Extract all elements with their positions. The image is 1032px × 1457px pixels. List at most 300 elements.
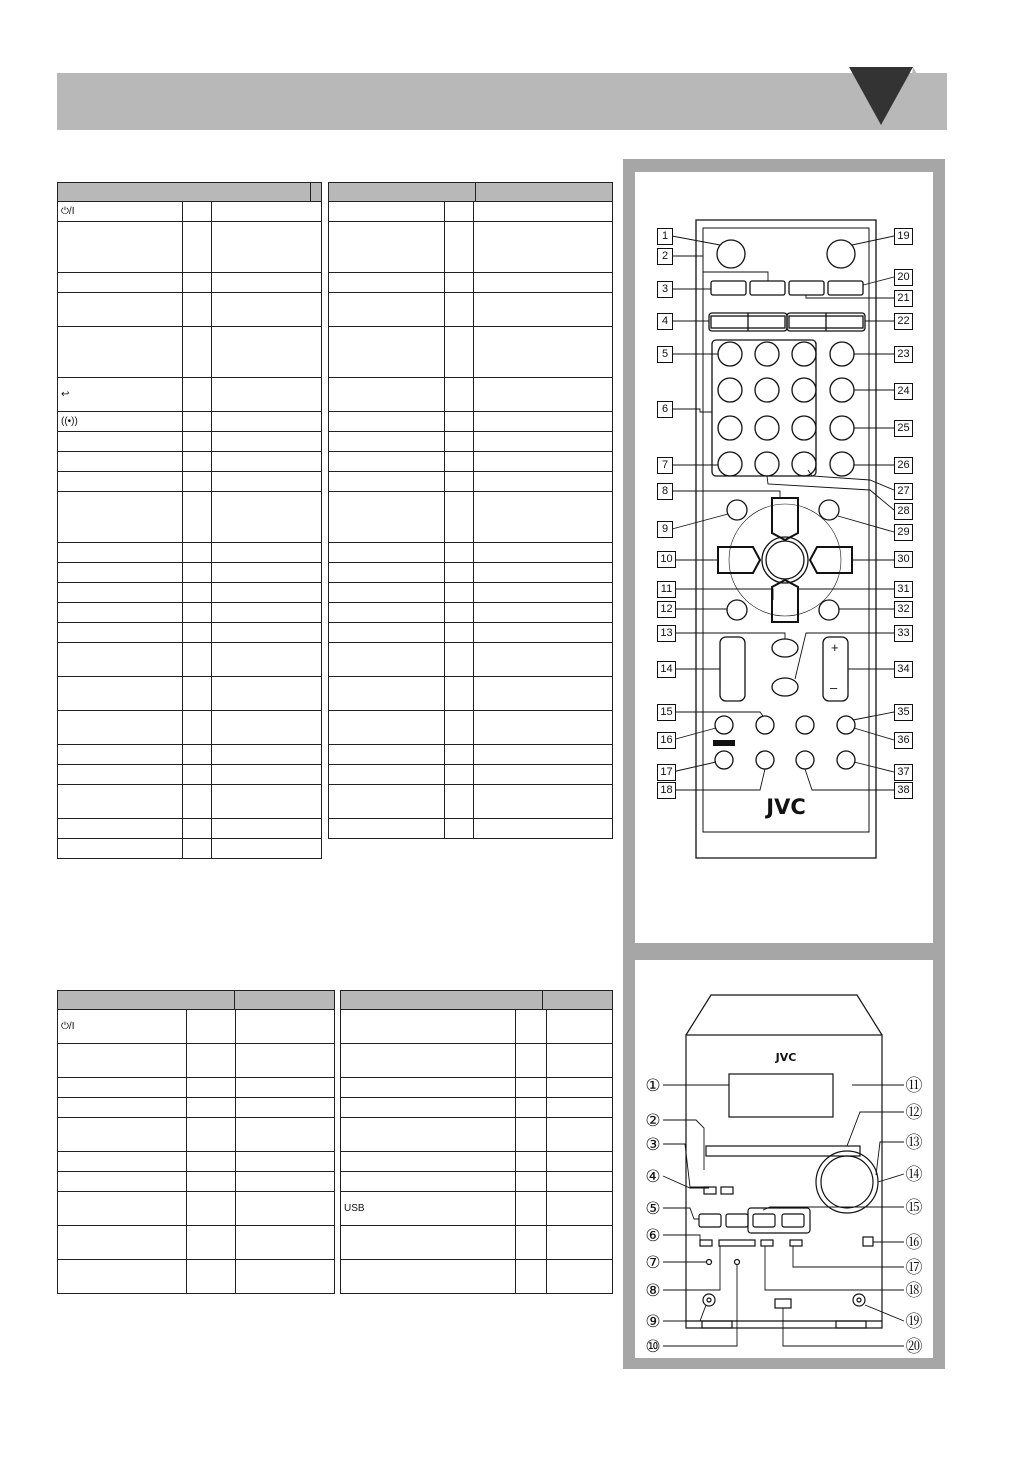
table-row <box>58 1172 335 1192</box>
table-cell <box>516 1044 547 1078</box>
table-row <box>329 603 613 623</box>
table-cell <box>58 745 183 765</box>
remote-callout-4: 4 <box>657 313 673 330</box>
table-cell <box>212 222 322 273</box>
table-cell <box>58 563 183 583</box>
remote-callout-27: 27 <box>894 483 913 500</box>
table-cell <box>547 1226 613 1260</box>
remote-controller-illustration <box>635 172 933 943</box>
table-row <box>329 327 613 378</box>
table-cell <box>474 327 613 378</box>
remote-callout-18: 18 <box>657 782 676 799</box>
table-cell <box>474 765 613 785</box>
remote-callout-7: 7 <box>657 457 673 474</box>
table-row <box>58 785 322 819</box>
remote-callout-11: 11 <box>657 581 676 598</box>
table-cell <box>329 677 445 711</box>
table-cell <box>183 202 212 222</box>
table-cell <box>445 293 474 327</box>
table-cell <box>329 432 445 452</box>
table-cell <box>183 432 212 452</box>
table-row <box>341 1098 613 1118</box>
remote-callout-1: 1 <box>657 228 673 245</box>
table-cell <box>445 327 474 378</box>
table-cell <box>212 543 322 563</box>
table-cell <box>474 543 613 563</box>
table-cell <box>329 472 445 492</box>
table-cell <box>474 677 613 711</box>
remote-callout-20: 20 <box>894 269 913 286</box>
remote-callout-14: 14 <box>657 661 676 678</box>
unit-callout-16: ⑯ <box>905 1233 923 1253</box>
table-cell <box>58 1152 187 1172</box>
table-row <box>58 677 322 711</box>
table-row <box>329 412 613 432</box>
table-cell <box>58 1078 187 1098</box>
table-cell <box>183 785 212 819</box>
table-cell <box>547 1098 613 1118</box>
remote-callout-3: 3 <box>657 281 673 298</box>
table-row <box>58 1098 335 1118</box>
remote-callout-21: 21 <box>894 290 913 307</box>
table-row <box>329 432 613 452</box>
table-cell <box>236 1172 335 1192</box>
unit-callout-11: ⑪ <box>905 1076 923 1096</box>
table-cell <box>212 452 322 472</box>
table-cell <box>212 327 322 378</box>
table-cell <box>547 1260 613 1294</box>
table-cell <box>58 472 183 492</box>
table-cell <box>212 711 322 745</box>
remote-callout-12: 12 <box>657 601 676 618</box>
table-cell <box>474 293 613 327</box>
table-cell <box>236 1044 335 1078</box>
remote-callout-24: 24 <box>894 383 913 400</box>
table-cell <box>329 711 445 745</box>
table-row <box>329 745 613 765</box>
remote-callout-37: 37 <box>894 764 913 781</box>
remote-callout-17: 17 <box>657 764 676 781</box>
table-cell <box>187 1078 236 1098</box>
table-cell <box>445 378 474 412</box>
remote-callout-19: 19 <box>894 228 913 245</box>
remote-callout-25: 25 <box>894 420 913 437</box>
table-cell <box>183 543 212 563</box>
unit-callout-18: ⑱ <box>905 1281 923 1301</box>
remote-callout-26: 26 <box>894 457 913 474</box>
table-row <box>58 327 322 378</box>
remote-callout-15: 15 <box>657 704 676 721</box>
table-cell <box>329 603 445 623</box>
table-row <box>58 543 322 563</box>
table-row <box>329 472 613 492</box>
table-cell <box>187 1098 236 1118</box>
table-row <box>341 1152 613 1172</box>
table-cell <box>516 1226 547 1260</box>
table-cell <box>212 643 322 677</box>
table-cell: ↩ <box>58 378 183 412</box>
table-cell <box>474 452 613 472</box>
remote-callout-16: 16 <box>657 732 676 749</box>
table-row <box>58 711 322 745</box>
table-cell <box>445 785 474 819</box>
table-cell <box>445 273 474 293</box>
table-cell <box>474 563 613 583</box>
table-cell <box>212 583 322 603</box>
table-cell <box>516 1118 547 1152</box>
table-cell <box>58 765 183 785</box>
table-row <box>341 1226 613 1260</box>
remote-callout-28: 28 <box>894 503 913 520</box>
unit-table-left <box>57 990 335 1010</box>
table-row <box>58 492 322 543</box>
section-header-band <box>57 73 947 130</box>
table-row <box>58 412 322 432</box>
table-row <box>329 293 613 327</box>
table-row <box>329 677 613 711</box>
table-cell <box>445 202 474 222</box>
table-cell <box>58 785 183 819</box>
table-cell <box>474 222 613 273</box>
table-cell <box>183 472 212 492</box>
table-cell <box>329 745 445 765</box>
table-cell <box>445 745 474 765</box>
remote-callout-30: 30 <box>894 551 913 568</box>
unit-callout-15: ⑮ <box>905 1198 923 1218</box>
table-cell <box>183 603 212 623</box>
table-cell <box>58 677 183 711</box>
table-cell <box>445 412 474 432</box>
table-cell <box>236 1098 335 1118</box>
table-row <box>58 1010 335 1044</box>
table-cell <box>329 643 445 677</box>
unit-table-left-body <box>57 1009 335 1294</box>
table-cell <box>212 623 322 643</box>
table-cell <box>445 765 474 785</box>
table-cell <box>183 745 212 765</box>
table-cell <box>474 492 613 543</box>
table-cell <box>516 1152 547 1172</box>
table-cell <box>516 1192 547 1226</box>
table-row <box>329 378 613 412</box>
table-row <box>58 273 322 293</box>
table-row <box>329 273 613 293</box>
table-row <box>341 1118 613 1152</box>
table-cell <box>341 1152 516 1172</box>
table-cell <box>58 452 183 472</box>
table-cell <box>212 202 322 222</box>
table-cell <box>58 711 183 745</box>
table-cell <box>445 711 474 745</box>
table-cell <box>58 603 183 623</box>
table-cell <box>212 603 322 623</box>
table-row <box>58 603 322 623</box>
table-cell <box>212 765 322 785</box>
table-row <box>58 1044 335 1078</box>
table-cell <box>58 819 183 839</box>
table-cell <box>474 745 613 765</box>
table-cell <box>547 1078 613 1098</box>
table-row <box>329 222 613 273</box>
remote-callout-23: 23 <box>894 346 913 363</box>
table-cell <box>445 222 474 273</box>
table-cell <box>445 643 474 677</box>
table-cell: ⏻/I <box>58 202 183 222</box>
table-cell <box>474 202 613 222</box>
table-row <box>58 583 322 603</box>
table-row <box>329 623 613 643</box>
table-cell <box>183 378 212 412</box>
remote-callout-10: 10 <box>657 551 676 568</box>
table-cell <box>183 623 212 643</box>
table-cell <box>474 472 613 492</box>
table-cell <box>474 273 613 293</box>
remote-callout-38: 38 <box>894 782 913 799</box>
remote-table-right-body <box>328 201 613 839</box>
remote-callout-32: 32 <box>894 601 913 618</box>
table-cell <box>516 1098 547 1118</box>
table-cell: ((•)) <box>58 412 183 432</box>
unit-callout-19: ⑲ <box>905 1312 923 1332</box>
remote-callout-29: 29 <box>894 524 913 541</box>
table-cell <box>58 1192 187 1226</box>
table-cell <box>58 273 183 293</box>
unit-callout-13: ⑬ <box>905 1133 923 1153</box>
table-cell <box>212 432 322 452</box>
table-cell <box>183 583 212 603</box>
table-cell <box>58 327 183 378</box>
table-cell <box>183 222 212 273</box>
table-row <box>329 202 613 222</box>
table-row <box>58 293 322 327</box>
table-cell <box>58 293 183 327</box>
table-cell <box>445 452 474 472</box>
table-row <box>341 1260 613 1294</box>
table-row <box>58 222 322 273</box>
remote-table-left-body <box>57 201 322 859</box>
remote-table-right <box>328 182 613 202</box>
table-row <box>341 1192 613 1226</box>
table-row <box>58 643 322 677</box>
table-cell <box>187 1044 236 1078</box>
table-cell <box>341 1010 516 1044</box>
table-row <box>58 1192 335 1226</box>
unit-brand-logo: JVC <box>775 1051 797 1064</box>
table-cell <box>547 1192 613 1226</box>
table-cell <box>58 839 183 859</box>
table-cell <box>183 677 212 711</box>
table-cell <box>183 765 212 785</box>
remote-callout-31: 31 <box>894 581 913 598</box>
remote-callout-6: 6 <box>657 401 673 418</box>
table-cell <box>187 1010 236 1044</box>
table-cell <box>341 1172 516 1192</box>
remote-callout-36: 36 <box>894 732 913 749</box>
table-row <box>58 472 322 492</box>
unit-callout-9: ⑨ <box>645 1312 661 1332</box>
table-row <box>58 623 322 643</box>
table-cell <box>474 785 613 819</box>
table-cell <box>445 543 474 563</box>
table-cell <box>341 1044 516 1078</box>
main-unit-illustration <box>635 960 933 1358</box>
remote-callout-2: 2 <box>657 248 673 265</box>
table-cell <box>236 1118 335 1152</box>
table-cell <box>341 1098 516 1118</box>
table-cell <box>341 1078 516 1098</box>
table-row <box>58 765 322 785</box>
table-row <box>329 452 613 472</box>
table-row <box>341 1172 613 1192</box>
table-cell <box>183 711 212 745</box>
table-cell <box>58 432 183 452</box>
table-cell <box>474 623 613 643</box>
table-cell <box>183 412 212 432</box>
table-row <box>329 819 613 839</box>
table-cell <box>329 412 445 432</box>
table-cell: ⏻/I <box>58 1010 187 1044</box>
table-row <box>58 378 322 412</box>
table-cell <box>183 492 212 543</box>
unit-callout-17: ⑰ <box>905 1258 923 1278</box>
table-cell <box>187 1172 236 1192</box>
table-row <box>329 765 613 785</box>
remote-callout-8: 8 <box>657 483 673 500</box>
table-cell <box>212 412 322 432</box>
table-cell <box>445 492 474 543</box>
table-cell <box>474 819 613 839</box>
remote-callout-5: 5 <box>657 346 673 363</box>
table-cell <box>516 1010 547 1044</box>
table-cell <box>212 563 322 583</box>
table-cell <box>187 1226 236 1260</box>
table-row <box>329 643 613 677</box>
remote-callout-35: 35 <box>894 704 913 721</box>
table-cell <box>183 327 212 378</box>
table-row <box>58 1260 335 1294</box>
table-cell <box>329 327 445 378</box>
table-cell <box>445 583 474 603</box>
unit-callout-20: ⑳ <box>905 1337 923 1357</box>
table-cell <box>329 222 445 273</box>
table-row <box>341 1078 613 1098</box>
table-row <box>58 202 322 222</box>
table-cell <box>516 1078 547 1098</box>
table-row <box>58 1226 335 1260</box>
table-row <box>329 563 613 583</box>
unit-callout-3: ③ <box>645 1135 661 1155</box>
table-cell <box>445 677 474 711</box>
table-cell <box>58 643 183 677</box>
table-cell <box>212 472 322 492</box>
table-cell <box>329 378 445 412</box>
table-cell <box>474 432 613 452</box>
table-cell <box>187 1192 236 1226</box>
table-cell <box>236 1260 335 1294</box>
table-cell <box>329 452 445 472</box>
table-cell <box>474 583 613 603</box>
unit-callout-14: ⑭ <box>905 1165 923 1185</box>
table-cell <box>187 1152 236 1172</box>
table-cell <box>547 1152 613 1172</box>
table-cell <box>329 765 445 785</box>
remote-callout-13: 13 <box>657 625 676 642</box>
unit-table-right <box>340 990 613 1010</box>
table-cell <box>212 492 322 543</box>
table-cell <box>212 839 322 859</box>
table-cell <box>329 492 445 543</box>
table-cell <box>329 202 445 222</box>
table-cell <box>329 623 445 643</box>
table-cell <box>58 1118 187 1152</box>
table-row <box>58 839 322 859</box>
table-cell <box>445 563 474 583</box>
table-row <box>58 745 322 765</box>
table-cell <box>329 785 445 819</box>
unit-callout-8: ⑧ <box>645 1281 661 1301</box>
unit-callout-12: ⑫ <box>905 1103 923 1123</box>
unit-table-right-body <box>340 1009 613 1294</box>
remote-table-left <box>57 182 322 202</box>
table-cell <box>58 543 183 563</box>
unit-callout-2: ② <box>645 1111 661 1131</box>
table-cell <box>445 603 474 623</box>
remote-callout-9: 9 <box>657 521 673 538</box>
down-arrow-icon <box>845 67 945 133</box>
table-cell <box>212 293 322 327</box>
table-cell <box>547 1172 613 1192</box>
table-cell <box>516 1172 547 1192</box>
table-cell <box>212 273 322 293</box>
table-row <box>329 543 613 563</box>
table-cell <box>183 273 212 293</box>
unit-callout-10: ⑩ <box>645 1337 661 1357</box>
table-cell <box>187 1260 236 1294</box>
table-cell <box>474 711 613 745</box>
table-cell <box>445 819 474 839</box>
table-cell <box>329 273 445 293</box>
unit-callout-5: ⑤ <box>645 1199 661 1219</box>
table-row <box>341 1010 613 1044</box>
table-cell <box>329 293 445 327</box>
table-cell <box>58 583 183 603</box>
remote-callout-34: 34 <box>894 661 913 678</box>
table-cell <box>183 643 212 677</box>
table-row <box>58 1118 335 1152</box>
table-row <box>58 1152 335 1172</box>
table-cell <box>329 543 445 563</box>
table-cell <box>474 603 613 623</box>
table-cell <box>58 1172 187 1192</box>
remote-callout-22: 22 <box>894 313 913 330</box>
unit-callout-1: ① <box>645 1076 661 1096</box>
table-cell <box>58 1098 187 1118</box>
table-cell <box>212 745 322 765</box>
table-row <box>58 1078 335 1098</box>
table-row <box>58 819 322 839</box>
table-cell <box>183 293 212 327</box>
table-cell <box>236 1078 335 1098</box>
table-cell <box>341 1260 516 1294</box>
table-cell <box>474 643 613 677</box>
table-cell <box>329 563 445 583</box>
table-row <box>341 1044 613 1078</box>
table-cell <box>212 677 322 711</box>
remote-callout-33: 33 <box>894 625 913 642</box>
table-cell <box>547 1010 613 1044</box>
svg-text:+: + <box>831 640 839 655</box>
table-cell <box>474 378 613 412</box>
